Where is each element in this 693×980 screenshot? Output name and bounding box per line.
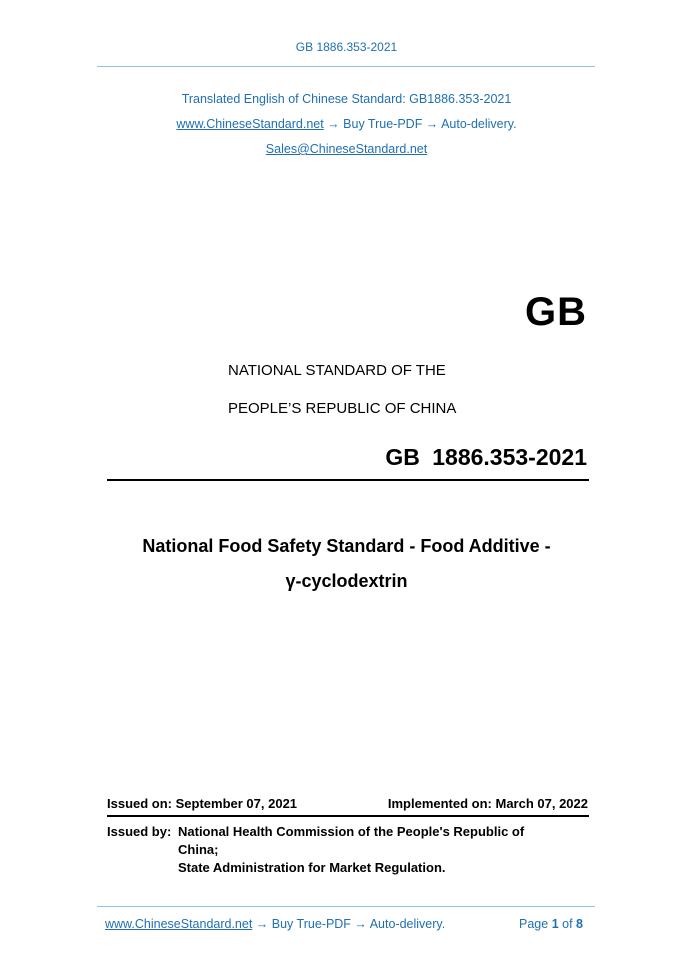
- footer-website-link[interactable]: www.ChineseStandard.net: [105, 917, 253, 931]
- dates-rule: [107, 815, 589, 817]
- document-title-line-2: γ-cyclodextrin: [285, 571, 408, 591]
- footer-divider: [97, 906, 595, 907]
- document-title-line-1: National Food Safety Standard - Food Additive -: [142, 536, 551, 556]
- standard-number: GB 1886.353-2021: [385, 444, 587, 470]
- page-total: 8: [576, 917, 583, 931]
- page-of: of: [562, 917, 573, 931]
- national-standard-line-2: PEOPLE’S REPUBLIC OF CHINA: [228, 400, 457, 417]
- promo-line-1: Translated English of Chinese Standard: GB1886.353-2021: [181, 92, 512, 106]
- running-header: GB 1886.353-2021: [295, 40, 398, 54]
- website-link[interactable]: www.ChineseStandard.net: [176, 117, 324, 131]
- promo-line-3: [0, 142, 693, 156]
- implemented-on-date: Implemented on: March 07, 2022: [387, 796, 588, 811]
- header-divider: [97, 66, 595, 67]
- promo-line-2: [0, 117, 693, 131]
- page-current: 1: [551, 917, 559, 931]
- gb-logo: GB: [525, 290, 587, 334]
- issued-by-line-1: National Health Commission of the People's Republic of: [178, 824, 525, 839]
- page-label: Page: [519, 917, 549, 931]
- issued-by-line-2: China;: [178, 842, 219, 857]
- footer-promo-rest: → Buy True-PDF → Auto-delivery.: [252, 917, 446, 931]
- issued-by-line-3: State Administration for Market Regulation.: [178, 860, 446, 875]
- issued-by-label: Issued by:: [107, 824, 172, 839]
- page-indicator: [519, 917, 583, 931]
- promo-line-2-rest: → Buy True-PDF → Auto-delivery.: [323, 117, 517, 131]
- issued-on-date: Issued on: September 07, 2021: [107, 796, 298, 811]
- national-standard-line-1: NATIONAL STANDARD OF THE: [228, 362, 446, 379]
- sales-email-link[interactable]: Sales@ChineseStandard.net: [265, 142, 428, 156]
- footer-promo: [105, 917, 445, 931]
- standard-number-rule: [107, 479, 589, 481]
